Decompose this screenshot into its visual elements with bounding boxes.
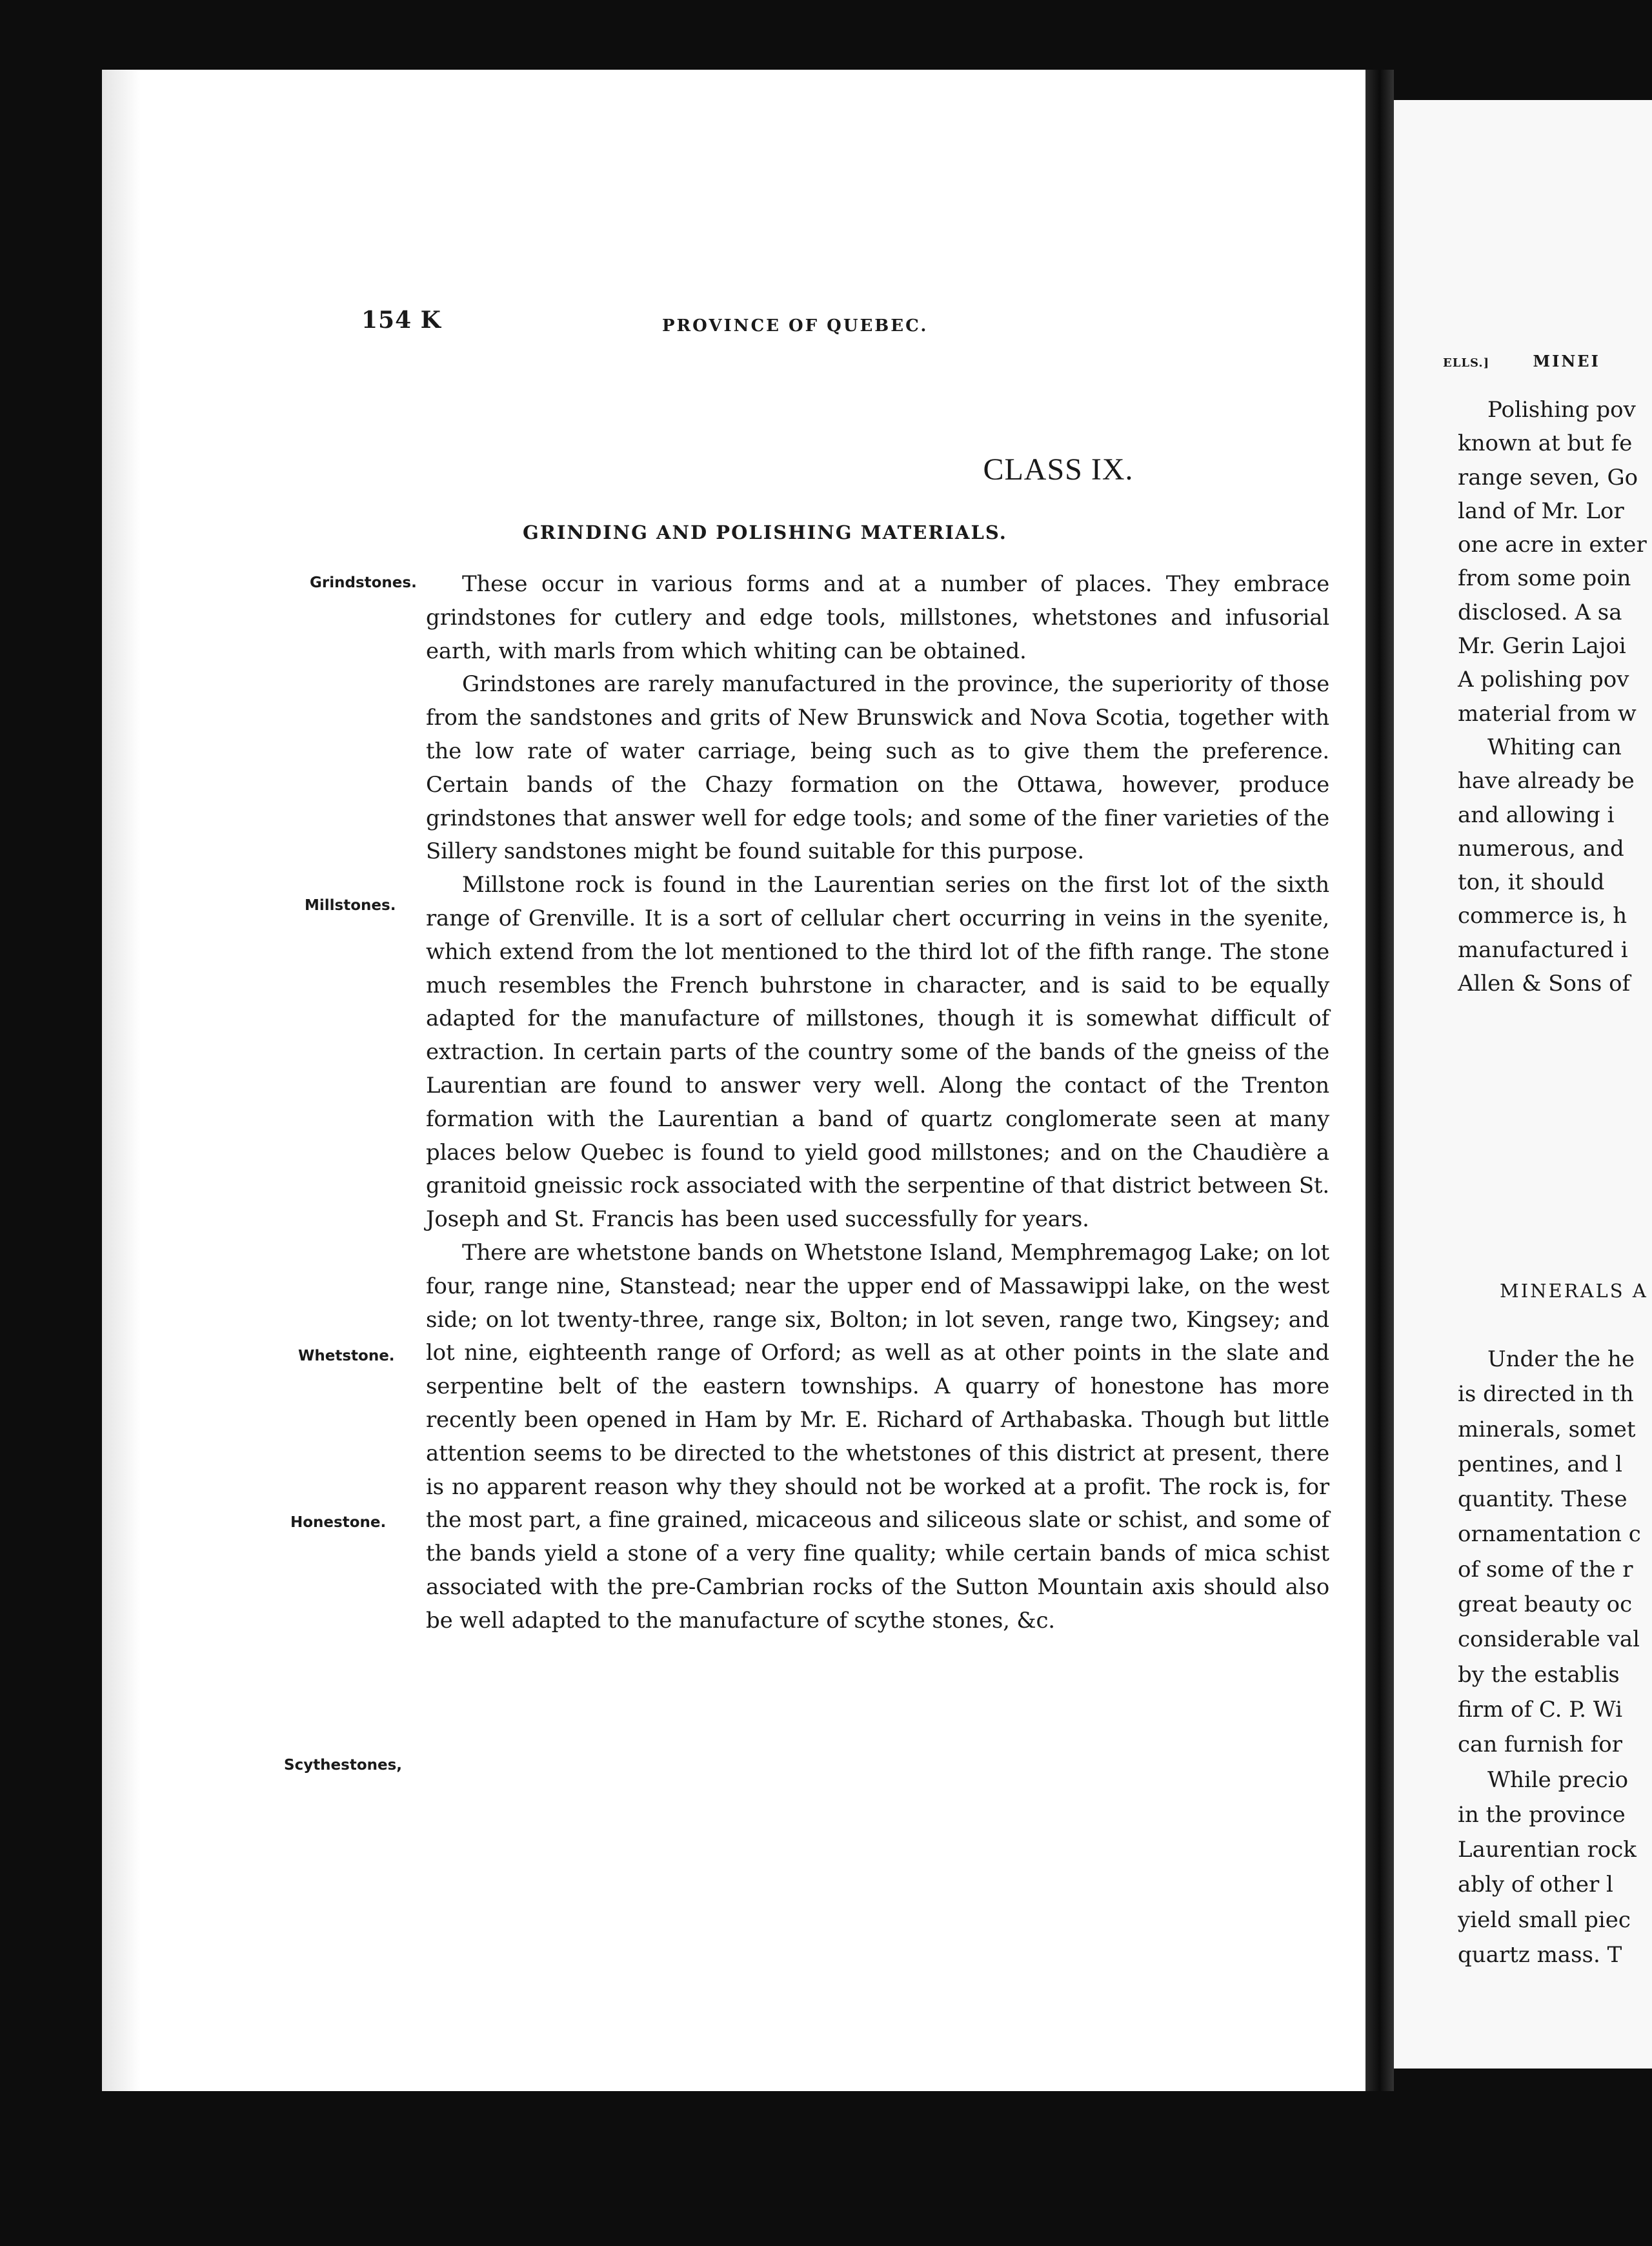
- margin-note-grindstones: Grindstones.: [310, 574, 417, 591]
- margin-note-whetstone: Whetstone.: [298, 1348, 395, 1364]
- text-line: yield small piec: [1458, 1907, 1631, 1933]
- text-line: one acre in exter: [1458, 532, 1647, 558]
- right-section-heading: MINERALS A: [1500, 1280, 1648, 1302]
- text-line: land of Mr. Lor: [1458, 498, 1624, 524]
- text-line: Laurentian rock: [1458, 1837, 1637, 1863]
- text-line: from some poin: [1458, 565, 1631, 592]
- text-line: pentines, and l: [1458, 1451, 1623, 1477]
- text-line: great beauty oc: [1458, 1592, 1633, 1618]
- text-line: and allowing i: [1458, 802, 1615, 828]
- running-title: PROVINCE OF QUEBEC.: [662, 316, 929, 336]
- text-line: ton, it should: [1458, 869, 1605, 896]
- text-line: in the province: [1458, 1801, 1626, 1828]
- text-line: Mr. Gerin Lajoi: [1458, 633, 1626, 660]
- paragraph-millstones: Millstone rock is found in the Laurentian series on the first lot of the sixth range of Grenville. It is a sort of cellular chert occurring in veins in the syenite, which extend from the lot mentioned to the third lot of the fifth range. The stone much resembles the French buhrstone in character, and is said to be equally adapted for the manufacture of millstones, though it is somewhat difficult of extraction. In certain parts of the country some of the bands of the gneiss of the Laurentian are found to answer very well. Along the contact of the Trenton formation with the Laurentian a band of quartz conglomerate seen at many places below Quebec is found to yield good millstones; and on the Chaudière a granitoid gneissic rock associated with the serpentine of that district between St. Joseph and St. Francis has been used successfully for years.: [426, 872, 1329, 1233]
- margin-note-scythestones: Scythestones,: [284, 1757, 403, 1774]
- right-running-head-title: MINEI: [1533, 352, 1600, 370]
- text-line: is directed in th: [1458, 1381, 1634, 1408]
- text-line: Under the he: [1487, 1346, 1635, 1372]
- paragraph-whetstones: There are whetstone bands on Whetstone Island, Memphremagog Lake; on lot four, range nine, Stanstead; near the upper end of Massawippi lake, on the west side; on lot twenty-three, range six, Bolton; in lot seven, range two, Kingsey; and lot nine, eighteenth range of Orford; as well as at other points in the slate and serpentine belt of the eastern townships. A quarry of honestone has more recently been opened in Ham by Mr. E. Richard of Arthabaska. Though but little attention seems to be directed to the whetstones of this district at present, there is no apparent reason why they should not be worked at a profit. The rock is, for the most part, a fine grained, micaceous and siliceous slate or schist, and some of the bands yield a stone of a very fine quality; while certain bands of mica schist associated with the pre-Cambrian rocks of the Sutton Mountain axis should also be well adapted to the manufacture of scythe stones, &c.: [426, 1239, 1329, 1634]
- text-line: ably of other l: [1458, 1872, 1613, 1898]
- paragraph-intro: These occur in various forms and at a number of places. They embrace grindstones for cutlery and edge tools, millstones, whetstones and infusorial earth, with marls from which whiting can be obtained.: [426, 571, 1329, 664]
- text-line: quantity. These: [1458, 1486, 1627, 1513]
- section-heading: GRINDING AND POLISHING MATERIALS.: [523, 521, 1007, 543]
- text-line: A polishing pov: [1458, 667, 1629, 693]
- text-line: While precio: [1487, 1766, 1629, 1793]
- text-line: minerals, somet: [1458, 1416, 1636, 1442]
- class-heading: CLASS IX.: [983, 452, 1134, 487]
- text-line: of some of the r: [1458, 1556, 1633, 1583]
- page-gutter: [1365, 70, 1394, 2091]
- margin-note-honestone: Honestone.: [290, 1514, 387, 1531]
- running-head: [0, 307, 1652, 345]
- right-page-text-bottom: [1458, 1342, 1641, 1972]
- body-text: [426, 568, 1329, 1638]
- text-line: Polishing pov: [1487, 397, 1636, 423]
- text-line: quartz mass. T: [1458, 1942, 1622, 1968]
- text-line: have already be: [1458, 768, 1635, 794]
- paragraph-grindstones: Grindstones are rarely manufactured in the province, the superiority of those from the sandstones and grits of New Brunswick and Nova Scotia, together with the low rate of water carriage, being such as to give them the preference. Certain bands of the Chazy formation on the Ottawa, however, produce grindstones that answer well for edge tools; and some of the finer varieties of the Sillery sandstones might be found suitable for this purpose.: [426, 671, 1329, 865]
- text-line: can furnish for: [1458, 1732, 1622, 1758]
- text-line: Allen & Sons of: [1458, 971, 1631, 997]
- right-running-head-author: ELLS.]: [1443, 356, 1490, 370]
- text-line: ornamentation c: [1458, 1521, 1641, 1548]
- page-number: 154 K: [361, 307, 441, 334]
- text-line: disclosed. A sa: [1458, 599, 1622, 625]
- text-line: commerce is, h: [1458, 903, 1627, 929]
- text-line: firm of C. P. Wi: [1458, 1696, 1623, 1723]
- text-line: range seven, Go: [1458, 464, 1638, 491]
- text-line: Whiting can: [1487, 734, 1622, 760]
- right-page: [1394, 100, 1652, 2069]
- text-line: manufactured i: [1458, 936, 1628, 963]
- text-line: considerable val: [1458, 1626, 1640, 1653]
- text-line: known at but fe: [1458, 430, 1633, 457]
- text-line: numerous, and: [1458, 835, 1624, 862]
- right-running-head: [1443, 352, 1600, 370]
- text-line: by the establis: [1458, 1661, 1620, 1688]
- text-line: material from w: [1458, 700, 1637, 727]
- margin-note-millstones: Millstones.: [305, 897, 396, 914]
